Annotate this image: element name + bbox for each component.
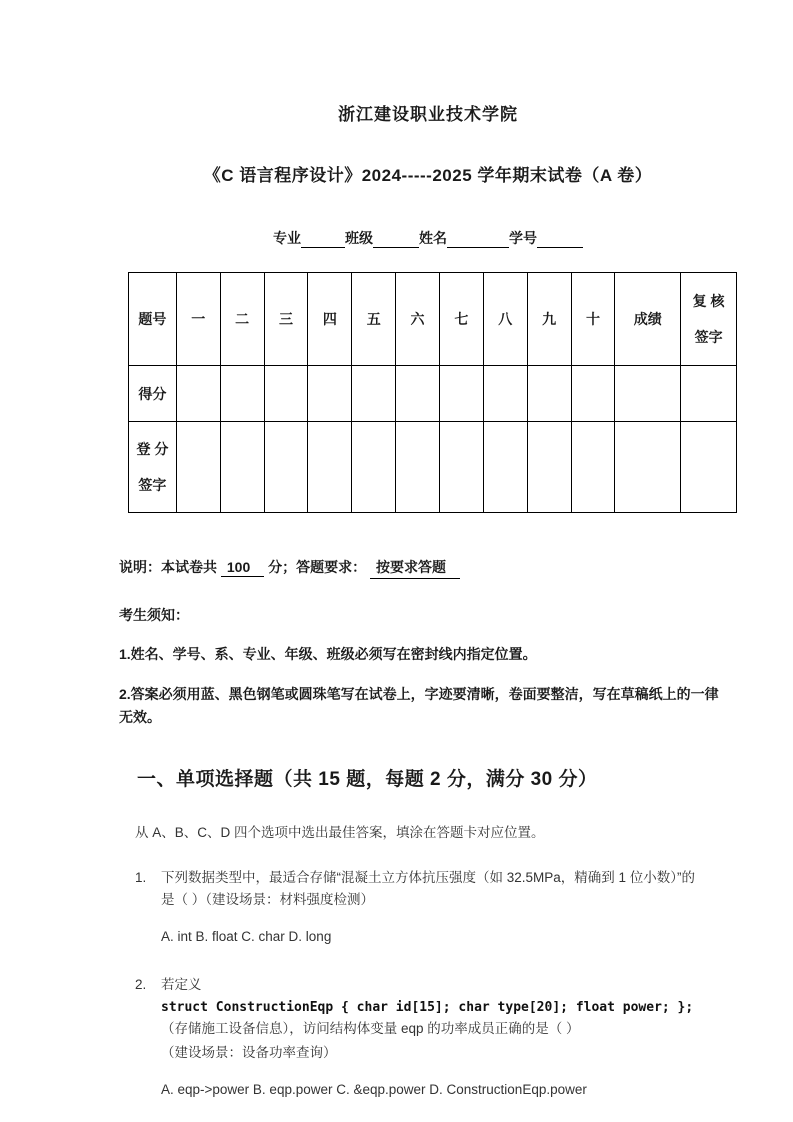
sign-cell-empty xyxy=(220,422,264,513)
score-cell-empty xyxy=(571,366,615,422)
class-blank xyxy=(373,234,419,248)
header-cell-9: 九 xyxy=(527,273,571,366)
sign-cell-empty xyxy=(527,422,571,513)
question-2-options: A. eqp->power B. eqp.power C. &eqp.power D. ConstructionEqp.power xyxy=(161,1082,587,1098)
question-2-scene: （建设场景：设备功率查询） xyxy=(161,1044,337,1060)
sign-cell-empty xyxy=(439,422,483,513)
score-cell-empty xyxy=(176,366,220,422)
sign-cell-empty xyxy=(615,422,681,513)
score-cell-empty xyxy=(527,366,571,422)
header-cell-6: 六 xyxy=(396,273,440,366)
score-cell-empty xyxy=(615,366,681,422)
sign-cell-empty xyxy=(571,422,615,513)
student-info-line xyxy=(119,228,737,248)
exam-title: 《C 语言程序设计》2024-----2025 学年期末试卷（A 卷） xyxy=(203,166,653,185)
header-cell-3: 三 xyxy=(264,273,308,366)
name-label: 姓名 xyxy=(419,230,447,246)
exam-notes xyxy=(119,557,737,728)
header-cell-7: 七 xyxy=(439,273,483,366)
answer-requirement: 按要求答题 xyxy=(370,557,460,579)
header-cell-question-number: 题号 xyxy=(129,273,177,366)
sign-cell-empty xyxy=(352,422,396,513)
total-score-value: 100 xyxy=(221,559,264,577)
section-one-heading: 一、单项选择题（共 15 题，每题 2 分，满分 30 分） xyxy=(137,769,598,791)
question-2-intro: 若定义 xyxy=(161,976,202,992)
sign-cell-empty xyxy=(176,422,220,513)
sign-cell-empty xyxy=(396,422,440,513)
score-cell-empty xyxy=(483,366,527,422)
header-cell-8: 八 xyxy=(483,273,527,366)
header-cell-score: 成绩 xyxy=(615,273,681,366)
review-sign-line2: 签字 xyxy=(694,329,723,345)
score-row-label: 得分 xyxy=(129,366,177,422)
score-cell-empty xyxy=(396,366,440,422)
notice-title: 考生须知： xyxy=(119,607,189,623)
note-middle: 分；答题要求： xyxy=(268,559,367,575)
score-cell-empty xyxy=(264,366,308,422)
question-2-code: struct ConstructionEqp { char id[15]; char type[20]; float power; }; xyxy=(161,999,694,1015)
sign-cell-empty xyxy=(483,422,527,513)
score-table xyxy=(128,272,737,513)
score-cell-empty xyxy=(681,366,737,422)
major-label: 专业 xyxy=(273,230,301,246)
header-cell-review-sign xyxy=(681,273,737,366)
header-cell-10: 十 xyxy=(571,273,615,366)
notice-item-1: 1.姓名、学号、系、专业、年级、班级必须写在密封线内指定位置。 xyxy=(119,646,537,662)
score-cell-empty xyxy=(439,366,483,422)
sign-row-label xyxy=(129,422,177,513)
sign-row-line1: 登 分 xyxy=(136,440,169,457)
score-cell-empty xyxy=(308,366,352,422)
header-cell-2: 二 xyxy=(220,273,264,366)
student-id-blank xyxy=(537,234,583,248)
score-table-header-row xyxy=(129,273,737,366)
header-cell-4: 四 xyxy=(308,273,352,366)
notice-item-2: 2.答案必须用蓝、黑色钢笔或圆珠笔写在试卷上，字迹要清晰，卷面要整洁，写在草稿纸上的一律无效。 xyxy=(119,686,719,725)
sign-row xyxy=(129,422,737,513)
question-1-number: 1. xyxy=(135,870,147,886)
review-sign-line1: 复 核 xyxy=(692,292,725,309)
score-cell-empty xyxy=(352,366,396,422)
sign-cell-empty xyxy=(264,422,308,513)
question-1-options: A. int B. float C. char D. long xyxy=(161,929,332,945)
question-1 xyxy=(135,867,737,948)
sign-cell-empty xyxy=(681,422,737,513)
school-title: 浙江建设职业技术学院 xyxy=(338,105,518,124)
question-2 xyxy=(135,974,737,1101)
name-blank xyxy=(447,234,509,248)
student-id-label: 学号 xyxy=(509,230,537,246)
score-row xyxy=(129,366,737,422)
header-cell-5: 五 xyxy=(352,273,396,366)
note-prefix: 说明：本试卷共 xyxy=(119,559,217,575)
note-line xyxy=(119,557,737,579)
question-1-text: 下列数据类型中，最适合存储“混凝土立方体抗压强度（如 32.5MPa，精确到 1 位小数）”的是（ ）（建设场景：材料强度检测） xyxy=(161,870,696,907)
sign-row-line2: 签字 xyxy=(138,477,167,493)
class-label: 班级 xyxy=(345,230,373,246)
section-one-instruction: 从 A、B、C、D 四个选项中选出最佳答案，填涂在答题卡对应位置。 xyxy=(135,825,545,841)
question-2-text: （存储施工设备信息），访问结构体变量 eqp 的功率成员正确的是（ ） xyxy=(161,1020,580,1036)
score-cell-empty xyxy=(220,366,264,422)
sign-cell-empty xyxy=(308,422,352,513)
question-2-number: 2. xyxy=(135,976,147,992)
question-2-body xyxy=(161,974,706,1101)
question-1-body xyxy=(161,867,706,948)
major-blank xyxy=(301,234,345,248)
header-cell-1: 一 xyxy=(176,273,220,366)
question-2-statement xyxy=(161,996,706,1040)
